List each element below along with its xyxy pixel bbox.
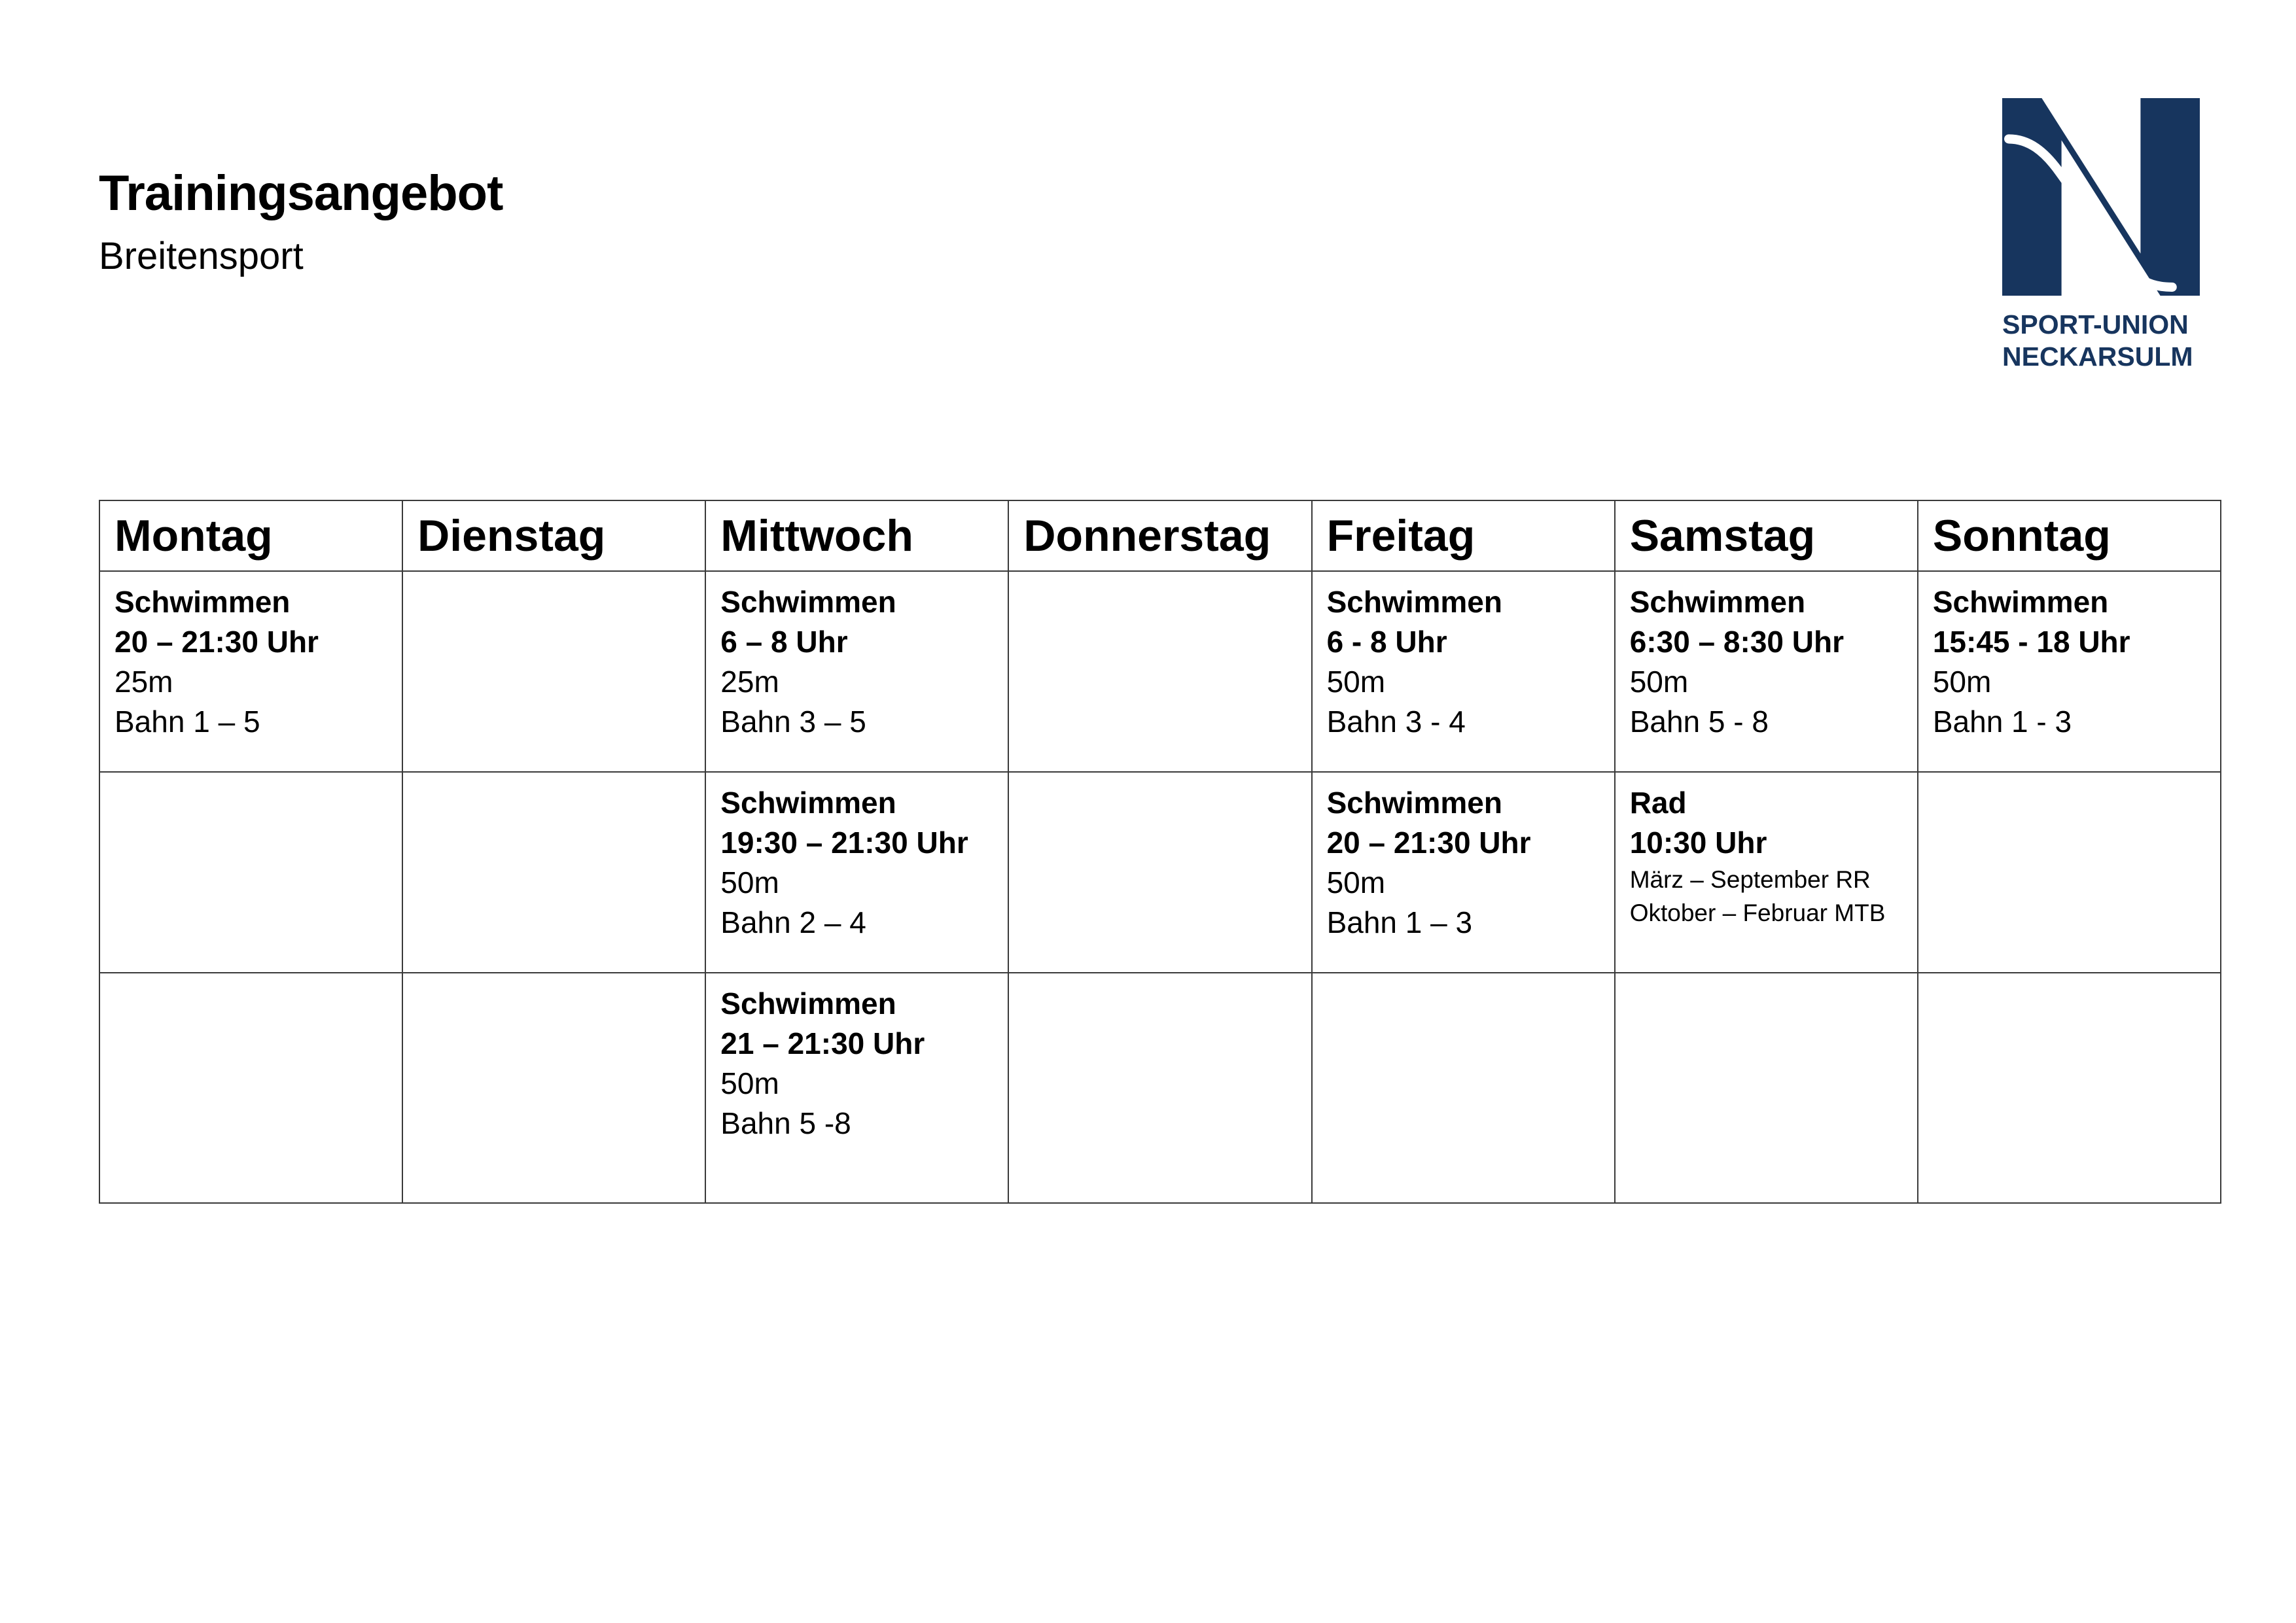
activity-time: 20 – 21:30 Uhr: [115, 625, 319, 659]
schedule-cell-empty: [1918, 973, 2221, 1203]
pool-length: 50m: [1932, 665, 1992, 699]
schedule-cell: [1312, 571, 1615, 772]
schedule-cell-empty: [1008, 772, 1311, 973]
schedule-cell-empty: [402, 973, 705, 1203]
n-logo-icon: [2002, 98, 2200, 296]
pool-length: 50m: [720, 1066, 779, 1100]
day-header-thursday: Donnerstag: [1008, 500, 1311, 571]
day-header-tuesday: Dienstag: [402, 500, 705, 571]
lanes: Bahn 1 – 5: [115, 705, 260, 739]
training-schedule-table: [99, 500, 2221, 1204]
lanes: Bahn 1 - 3: [1932, 705, 2072, 739]
schedule-cell-empty: [1008, 571, 1311, 772]
day-header-friday: Freitag: [1312, 500, 1615, 571]
schedule-cell-empty: [402, 571, 705, 772]
activity-time: 20 – 21:30 Uhr: [1326, 826, 1531, 860]
schedule-row: [99, 973, 2221, 1203]
schedule-cell: [705, 973, 1008, 1203]
activity-name: Schwimmen: [115, 585, 291, 619]
schedule-cell: [1312, 772, 1615, 973]
activity-name: Rad: [1629, 786, 1687, 820]
activity-time: 19:30 – 21:30 Uhr: [720, 826, 968, 860]
schedule-cell-empty: [1008, 973, 1311, 1203]
activity-name: Schwimmen: [1326, 786, 1502, 820]
page-title: Trainingsangebot: [99, 166, 503, 221]
schedule-cell: [1615, 571, 1918, 772]
schedule-cell-empty: [1615, 973, 1918, 1203]
activity-name: Schwimmen: [720, 585, 896, 619]
schedule-cell: [705, 772, 1008, 973]
day-header-monday: Montag: [99, 500, 402, 571]
activity-time: 21 – 21:30 Uhr: [720, 1026, 925, 1060]
activity-name: Schwimmen: [720, 786, 896, 820]
schedule-row: [99, 772, 2221, 973]
logo-text-line1: SPORT-UNION: [2002, 309, 2189, 340]
pool-length: 50m: [1326, 665, 1386, 699]
schedule-cell: [1918, 571, 2221, 772]
day-header-saturday: Samstag: [1615, 500, 1918, 571]
day-header-row: [99, 500, 2221, 571]
pool-length: 50m: [1629, 665, 1689, 699]
season-note: März – September RR: [1629, 866, 1871, 893]
schedule-cell-empty: [1918, 772, 2221, 973]
day-header-sunday: Sonntag: [1918, 500, 2221, 571]
logo-text-line2: NECKARSULM: [2002, 341, 2193, 372]
schedule-cell: [705, 571, 1008, 772]
activity-time: 10:30 Uhr: [1629, 826, 1767, 860]
activity-time: 6 – 8 Uhr: [720, 625, 848, 659]
lanes: Bahn 5 -8: [720, 1106, 851, 1140]
schedule-cell-empty: [99, 772, 402, 973]
pool-length: 50m: [1326, 865, 1386, 899]
schedule-cell: [1615, 772, 1918, 973]
pool-length: 25m: [720, 665, 779, 699]
activity-name: Schwimmen: [720, 986, 896, 1021]
club-logo: [2002, 98, 2199, 373]
page-subtitle: Breitensport: [99, 235, 304, 277]
schedule-row: [99, 571, 2221, 772]
schedule-cell: [99, 571, 402, 772]
schedule-cell-empty: [99, 973, 402, 1203]
lanes: Bahn 2 – 4: [720, 905, 866, 939]
activity-name: Schwimmen: [1326, 585, 1502, 619]
activity-name: Schwimmen: [1932, 585, 2109, 619]
activity-time: 15:45 - 18 Uhr: [1932, 625, 2130, 659]
activity-time: 6:30 – 8:30 Uhr: [1629, 625, 1844, 659]
schedule-cell-empty: [1312, 973, 1615, 1203]
lanes: Bahn 3 - 4: [1326, 705, 1466, 739]
schedule-cell-empty: [402, 772, 705, 973]
pool-length: 25m: [115, 665, 173, 699]
lanes: Bahn 1 – 3: [1326, 905, 1473, 939]
lanes: Bahn 5 - 8: [1629, 705, 1769, 739]
activity-time: 6 - 8 Uhr: [1326, 625, 1447, 659]
season-note: Oktober – Februar MTB: [1629, 899, 1886, 926]
day-header-wednesday: Mittwoch: [705, 500, 1008, 571]
pool-length: 50m: [720, 865, 779, 899]
lanes: Bahn 3 – 5: [720, 705, 866, 739]
activity-name: Schwimmen: [1629, 585, 1806, 619]
